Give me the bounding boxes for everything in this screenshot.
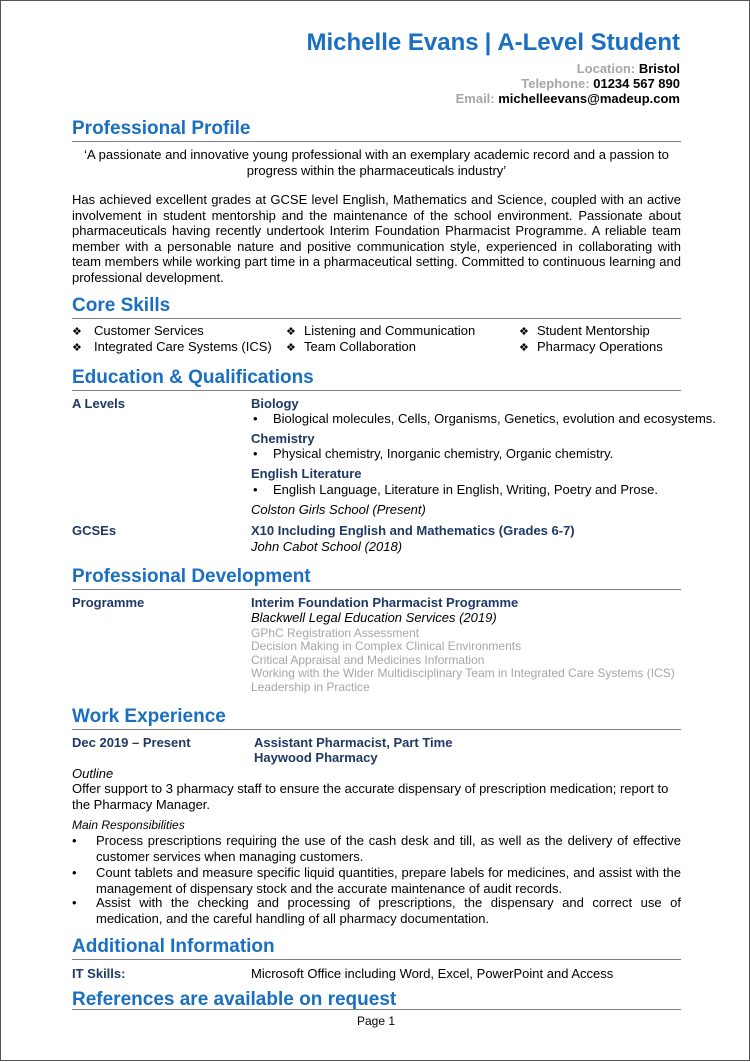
skill-item: ❖ Student Mentorship	[519, 323, 650, 338]
section-heading: Professional Development	[72, 566, 311, 587]
subject-name: Biology	[251, 396, 299, 411]
skill-item: ❖ Team Collaboration	[286, 339, 417, 354]
job-dates: Dec 2019 – Present	[72, 735, 191, 750]
programme-module: Working with the Wider Multidisciplinary Team in Integrated Care Systems (ICS)	[251, 666, 675, 680]
responsibility-item: • Count tablets and measure specific liquid quantities, prepare labels for medicines, and assist with the management of dispensary stock and the accurate maintenance of audit records.	[72, 865, 681, 896]
references-heading: References are available on request	[72, 989, 397, 1010]
responsibilities-label: Main Responsibilities	[72, 818, 185, 832]
responsibility-item: • Assist with the checking and processing of prescriptions, the dispensary and correct use of medication, and the careful handling of all pharmacy documentation.	[72, 895, 681, 926]
section-professional-profile	[72, 118, 681, 142]
section-core-skills	[72, 295, 681, 319]
programme-provider: Blackwell Legal Education Services (2019)	[251, 610, 497, 625]
gcse-school: John Cabot School (2018)	[251, 539, 403, 554]
profile-quote: ‘A passionate and innovative young professional with an exemplary academic record and a passion to progress within the pharmaceuticals industry’	[84, 147, 669, 178]
subject-detail: • Biological molecules, Cells, Organisms, Genetics, evolution and ecosystems.	[253, 411, 716, 426]
cv-page	[1, 1, 750, 1062]
contact-phone: Telephone: 01234 567 890	[521, 76, 680, 91]
subject-name: Chemistry	[251, 431, 315, 446]
alevels-school: Colston Girls School (Present)	[251, 502, 426, 517]
section-heading: Professional Profile	[72, 118, 251, 139]
skill-item: ❖ Listening and Communication	[286, 323, 476, 338]
skill-item: ❖ Integrated Care Systems (ICS)	[72, 339, 272, 354]
programme-module: Critical Appraisal and Medicines Information	[251, 653, 485, 667]
title-separator: |	[484, 29, 492, 56]
gcse-title: X10 Including English and Mathematics (Grades 6-7)	[251, 523, 575, 538]
job-role: Assistant Pharmacist, Part Time	[254, 735, 453, 750]
gcse-label: GCSEs	[72, 523, 117, 538]
subject-name: English Literature	[251, 466, 362, 481]
section-education	[72, 367, 681, 391]
profile-summary: Has achieved excellent grades at GCSE level English, Mathematics and Science, coupled with an active involvement in student mentorship and the maintenance of the school environment. Passionate about pharmaceuticals having recently undertook Interim Foundation Pharmacist Programme. A reliable team member with a personable nature and positive communication style, experienced in collaborating with team members while working part time in a pharmaceutical setting. Committed to continuous learning and professional development.	[72, 192, 681, 285]
skill-item: ❖ Pharmacy Operations	[519, 339, 663, 354]
programme-module: GPhC Registration Assessment	[251, 626, 420, 640]
candidate-name: Michelle Evans	[306, 29, 479, 56]
skill-item: ❖ Customer Services	[72, 323, 204, 338]
programme-module: Decision Making in Complex Clinical Environments	[251, 639, 522, 653]
outline-label: Outline	[72, 766, 114, 781]
header-title	[307, 29, 680, 57]
it-skills-label: IT Skills:	[72, 966, 126, 981]
alevels-label: A Levels	[72, 396, 125, 411]
job-employer: Haywood Pharmacy	[254, 750, 378, 765]
section-work-experience	[72, 706, 681, 730]
section-heading: Work Experience	[72, 706, 226, 727]
candidate-title: A-Level Student	[497, 29, 680, 56]
job-outline: Offer support to 3 pharmacy staff to ensure the accurate dispensary of prescription medication; report to the Pharmacy Manager.	[72, 781, 669, 812]
footer-divider	[72, 1009, 681, 1010]
responsibility-item: • Process prescriptions requiring the use of the cash desk and till, as well as the delivery of effective customer services when managing customers.	[72, 833, 681, 864]
section-professional-development	[72, 566, 681, 590]
page-number: Page 1	[356, 1014, 396, 1028]
subject-detail: • Physical chemistry, Inorganic chemistry, Organic chemistry.	[253, 446, 614, 461]
contact-email: Email: michelleevans@madeup.com	[455, 91, 680, 106]
section-heading: Additional Information	[72, 936, 275, 957]
programme-module: Leadership in Practice	[251, 680, 370, 694]
it-skills-value: Microsoft Office including Word, Excel, PowerPoint and Access	[251, 966, 614, 981]
subject-detail: • English Language, Literature in English, Writing, Poetry and Prose.	[253, 482, 658, 497]
section-heading: Core Skills	[72, 295, 171, 316]
programme-label: Programme	[72, 595, 145, 610]
contact-location: Location: Bristol	[576, 61, 680, 76]
section-heading: Education & Qualifications	[72, 367, 314, 388]
programme-title: Interim Foundation Pharmacist Programme	[251, 595, 519, 610]
section-additional-information	[72, 936, 681, 960]
